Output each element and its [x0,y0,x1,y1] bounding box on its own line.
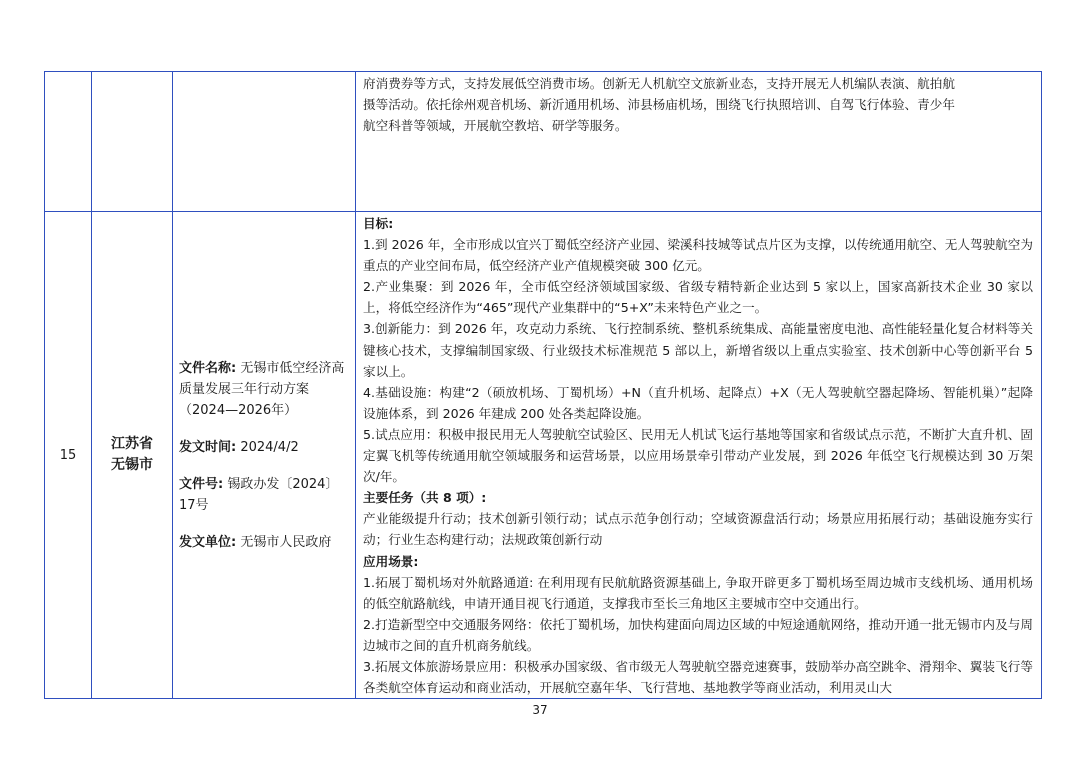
row-number: 15 [45,212,92,699]
content-text [356,72,1041,136]
doc-issuer [179,532,349,553]
page-number: 37 [532,703,548,717]
document-info-cell [173,72,356,212]
content-line: 府消费券等方式，支持发展低空消费市场。创新无人机航空文旅新业态，支持开展无人机编队表演、航拍航 [363,76,955,91]
scene-item: 3.拓展文体旅游场景应用：积极承办国家级、省市级无人驾驶航空器竞速赛事，鼓励举办高空跳伞、滑翔伞、翼装飞行等各类航空体育运动和商业活动，开展航空嘉年华、飞行营地、基地教学等商业活动，利用灵山大 [363,658,1033,696]
table-row [45,72,1042,212]
scene-item: 1.拓展丁蜀机场对外航路通道: 在利用现有民航航路资源基础上, 争取开辟更多丁蜀机场至周边城市支线机场、通用机场的低空航路航线，申请开通目视飞行通道，支撑我市至长三角地区主要城市空中交通出行。 [363,574,1033,611]
doc-number [179,474,349,516]
goal-item: 1.到 2026 年，全市形成以宜兴丁蜀低空经济产业园、梁溪科技城等试点片区为支撑，以传统通用航空、无人驾驶航空为重点的产业空间布局，低空经济产业产值规模突破 300 亿元。 [363,237,1033,274]
doc-issuer-label: 发文单位: [179,534,237,550]
content-cell [356,212,1042,699]
table-row [45,212,1042,699]
document-info-cell [173,212,356,699]
doc-name-label: 文件名称: [179,360,237,376]
goal-item: 4.基础设施：构建“2（硕放机场、丁蜀机场）+N（直升机场、起降点）+X（无人驾驶航空器起降场、智能机巢）”起降设施体系，到 2026 年建成 200 处各类起降设施。 [363,384,1033,421]
region-cell [92,212,173,699]
tasks-heading: 主要任务（共 8 项）: [363,490,487,506]
goal-item: 3.创新能力：到 2026 年，攻克动力系统、飞行控制系统、整机系统集成、高能量密度电池、高性能轻量化复合材料等关键核心技术，支撑编制国家级、行业级技术标准规范 5 部以上，新增省级以上重点实验室、技术创新中心等创新平台 5 家以上。 [363,321,1033,379]
scenes-heading: 应用场景: [363,553,419,569]
content-text [356,212,1041,698]
content-line: 航空科普等领域，开展航空教培、研学等服务。 [363,118,628,134]
doc-name [179,358,349,421]
doc-number-value: 锡政办发〔2024〕17号 [179,476,339,513]
doc-name-value: 无锡市低空经济高质量发展三年行动方案（2024—2026年） [179,360,345,418]
goal-item: 5.试点应用：积极申报民用无人驾驶航空试验区、民用无人机试飞运行基地等国家和省级试点示范，不断扩大直升机、固定翼飞机等传统通用航空领域服务和运营场景，以应用场景牵引带动产业发展，到 2026 年低空飞行规模达到 30 万架次/年。 [363,426,1033,485]
tasks-text: 产业能级提升行动；技术创新引领行动；试点示范争创行动；空域资源盘活行动；场景应用拓展行动；基础设施夯实行动；行业生态构建行动；法规政策创新行动 [363,511,1033,548]
doc-date-value: 2024/4/2 [240,439,299,455]
content-cell [356,72,1042,212]
city-name: 无锡市 [111,457,153,474]
region-cell [92,72,173,212]
doc-date [179,437,349,458]
scene-item: 2.打造新型空中交通服务网络：依托丁蜀机场，加快构建面向周边区域的中短途通航网络，推动开通一批无锡市内及与周边城市之间的直升机商务航线。 [363,616,1033,653]
goal-item: 2.产业集聚：到 2026 年，全市低空经济领域国家级、省级专精特新企业达到 5 家以上，国家高新技术企业 30 家以上，将低空经济作为“465”现代产业集群中的“5+X”未来特色产业之一。 [363,279,1033,316]
doc-issuer-value: 无锡市人民政府 [240,534,332,550]
province-name: 江苏省 [111,436,153,453]
content-line: 摄等活动。依托徐州观音机场、新沂通用机场、沛县杨庙机场，围绕飞行执照培训、自驾飞行体验、青少年 [363,97,955,113]
doc-date-label: 发文时间: [179,439,237,455]
number-cell [45,72,92,212]
policy-table [44,71,1042,699]
doc-number-label: 文件号: [179,476,224,492]
goals-heading: 目标: [363,216,394,231]
